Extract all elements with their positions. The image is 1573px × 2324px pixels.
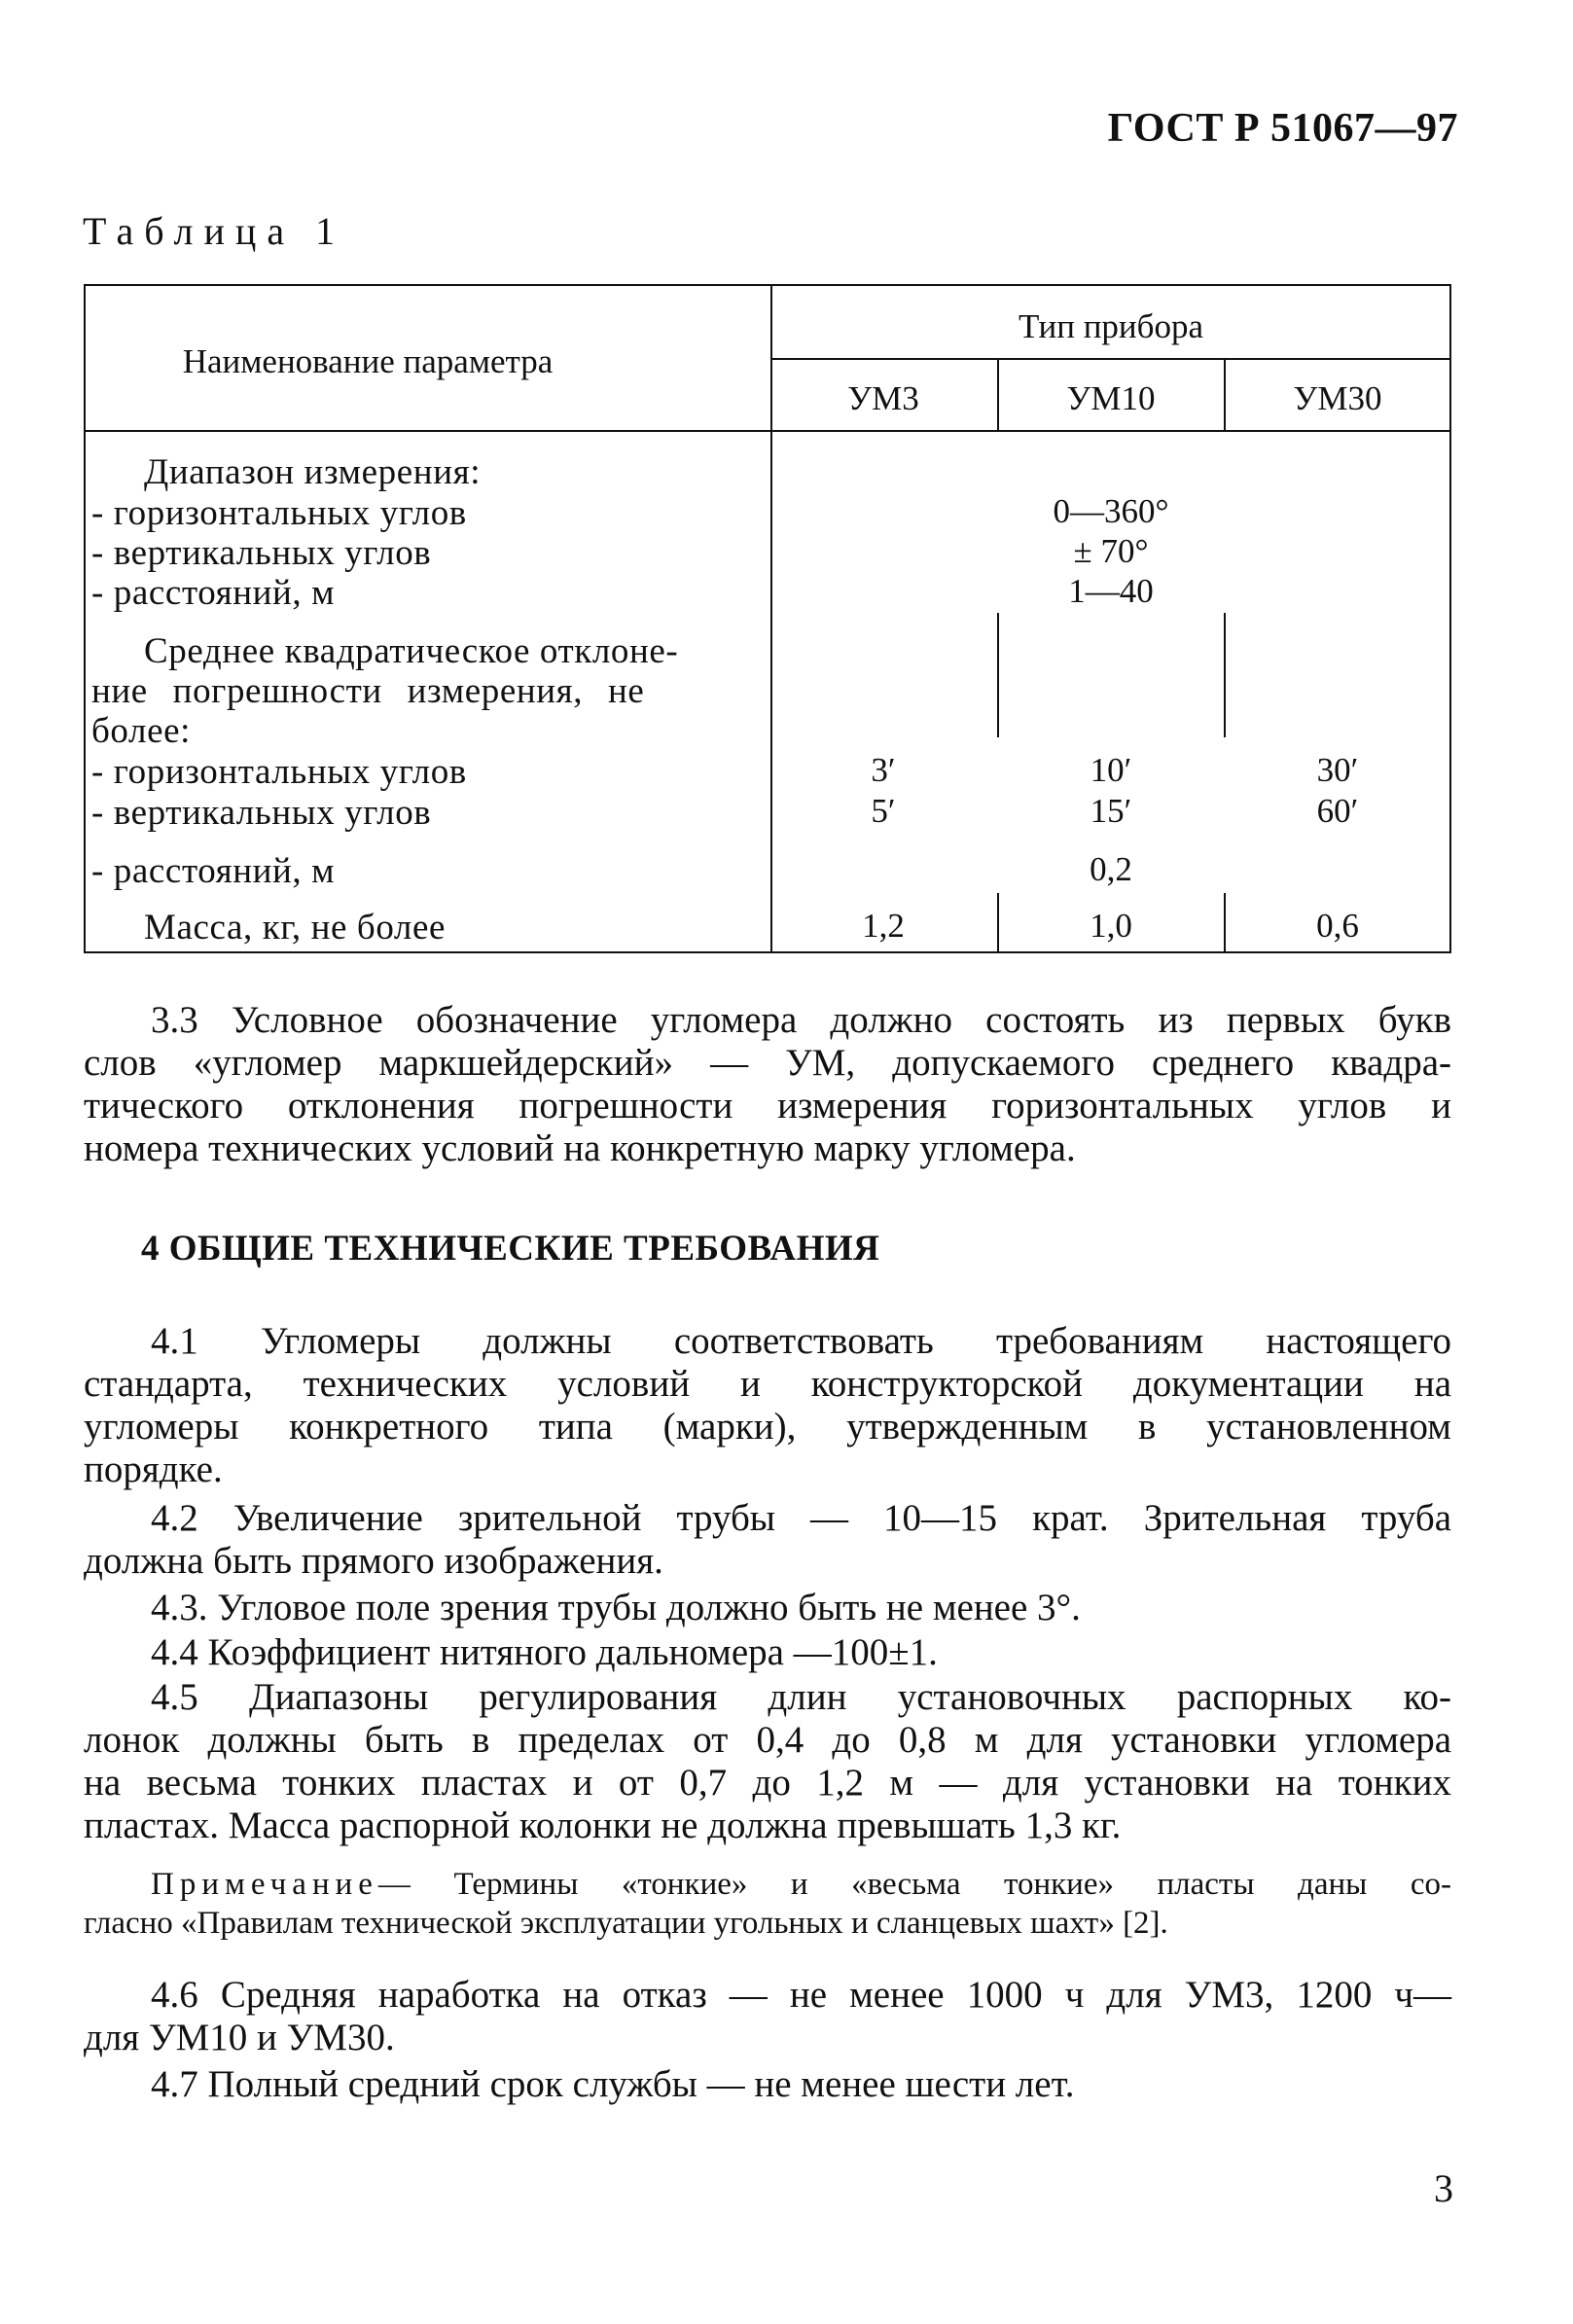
range-distance-value: 1—40 <box>1068 572 1154 610</box>
p41-line-3: угломеры конкретного типа (марки), утвержденным в установленном <box>84 1406 1451 1448</box>
table-vline-um10-dev <box>1224 613 1226 737</box>
p33-line-3: тического отклонения погрешности измерения горизонтальных углов и <box>84 1085 1451 1126</box>
table-vline-param <box>770 286 772 951</box>
p42-line-1: 4.2 Увеличение зрительной трубы — 10—15 крат. Зрительная труба <box>151 1497 1451 1539</box>
p45-line-3: на весьма тонких пластах и от 0,7 до 1,2 м — для установки на тонких <box>84 1762 1451 1804</box>
deviation-vertical: - вертикальных углов <box>91 793 432 833</box>
table-caption: Таблица 1 <box>83 209 346 253</box>
distance-value: 0,2 <box>1090 850 1132 888</box>
p45-line-4: пластах. Масса распорной колонки не должна превышать 1,3 кг. <box>84 1805 1122 1846</box>
um3-horizontal: 3′ <box>871 751 896 789</box>
range-distance: - расстояний, м <box>91 573 336 613</box>
paragraph-4-4 <box>84 1631 1451 1674</box>
p43-line-1: 4.3. Угловое поле зрения трубы должно быть не менее 3°. <box>151 1587 1081 1628</box>
paragraph-4-3 <box>84 1587 1451 1629</box>
paragraph-4-7 <box>84 2063 1451 2106</box>
header-um3: УМ3 <box>847 379 919 417</box>
paragraph-4-2 <box>84 1497 1451 1583</box>
note-line-1 <box>84 1865 1451 1904</box>
note-label: Примечание <box>151 1867 378 1902</box>
um10-vertical: 15′ <box>1090 792 1132 830</box>
range-horizontal-value: 0—360° <box>1053 492 1169 530</box>
table-vline-um10-mass <box>1224 893 1226 953</box>
page-number: 3 <box>1434 2166 1453 2210</box>
deviation-horizontal: - горизонтальных углов <box>91 752 467 792</box>
header-um30: УМ30 <box>1293 379 1382 417</box>
section-4-heading: 4 ОБЩИЕ ТЕХНИЧЕСКИЕ ТРЕБОВАНИЯ <box>141 1229 880 1269</box>
deviation-title-1: Среднее квадратическое отклоне- <box>144 631 679 671</box>
p47-line-1: 4.7 Полный средний срок службы — не менее шести лет. <box>151 2063 1075 2105</box>
header-device-type: Тип прибора <box>1018 307 1204 345</box>
um3-vertical: 5′ <box>871 792 896 830</box>
p33-line-4: номера технических условий на конкретную марку угломера. <box>84 1127 1076 1169</box>
paragraph-4-1 <box>84 1320 1451 1491</box>
parameters-table <box>84 284 1451 953</box>
p33-line-1: 3.3 Условное обозначение угломера должно состоять из первых букв <box>151 999 1451 1041</box>
p44-line-1: 4.4 Коэффициент нитяного дальномера —100±1. <box>151 1631 938 1673</box>
p41-line-2: стандарта, технических условий и конструкторской документации на <box>84 1363 1451 1405</box>
distance-label: - расстояний, м <box>91 851 336 891</box>
mass-um30: 0,6 <box>1316 907 1359 945</box>
mass-um3: 1,2 <box>862 907 905 945</box>
p41-line-4: порядке. <box>84 1448 223 1490</box>
note-text-1: — Термины «тонкие» и «весьма тонкие» пласты даны со- <box>377 1867 1451 1902</box>
deviation-title-2: ние погрешности измерения, не <box>91 671 645 711</box>
deviation-title-3: более: <box>91 711 192 751</box>
table-vline-um3-dev <box>997 613 999 737</box>
um10-horizontal: 10′ <box>1090 751 1132 789</box>
header-um10: УМ10 <box>1066 379 1156 417</box>
range-vertical-value: ± 70° <box>1073 532 1149 570</box>
p45-line-1: 4.5 Диапазоны регулирования длин установочных распорных ко- <box>151 1676 1451 1718</box>
table-hline-group <box>770 358 1451 360</box>
header-param-name: Наименование параметра <box>182 342 554 380</box>
range-title: Диапазон измерения: <box>144 452 482 492</box>
p45-line-2: лонок должны быть в пределах от 0,4 до 0,8 м для установки угломера <box>84 1719 1451 1761</box>
document-code: ГОСТ Р 51067—97 <box>1107 106 1458 151</box>
mass-um10: 1,0 <box>1090 907 1132 945</box>
table-hline-header <box>86 430 1449 432</box>
table-vline-um10 <box>1224 358 1226 430</box>
p46-line-1: 4.6 Средняя наработка на отказ — не менее 1000 ч для УМ3, 1200 ч— <box>151 1974 1451 2016</box>
um30-horizontal: 30′ <box>1316 751 1359 789</box>
p33-line-2: слов «угломер маркшейдерский» — УМ, допускаемого среднего квадра- <box>84 1042 1451 1084</box>
p41-line-1: 4.1 Угломеры должны соответствовать требованиям настоящего <box>151 1320 1451 1362</box>
table-vline-um3-mass <box>997 893 999 953</box>
p46-line-2: для УМ10 и УМ30. <box>84 2017 395 2058</box>
p42-line-2: должна быть прямого изображения. <box>84 1540 663 1582</box>
table-vline-um3 <box>997 358 999 430</box>
paragraph-3-3 <box>84 999 1451 1170</box>
um30-vertical: 60′ <box>1316 792 1359 830</box>
paragraph-4-5 <box>84 1676 1451 1847</box>
note-block <box>84 1865 1451 1943</box>
range-horizontal: - горизонтальных углов <box>91 493 467 533</box>
mass-label: Масса, кг, не более <box>144 908 447 947</box>
paragraph-4-6 <box>84 1974 1451 2059</box>
note-line-2: гласно «Правилам технической эксплуатации угольных и сланцевых шахт» [2]. <box>84 1906 1168 1941</box>
range-vertical: - вертикальных углов <box>91 533 432 573</box>
